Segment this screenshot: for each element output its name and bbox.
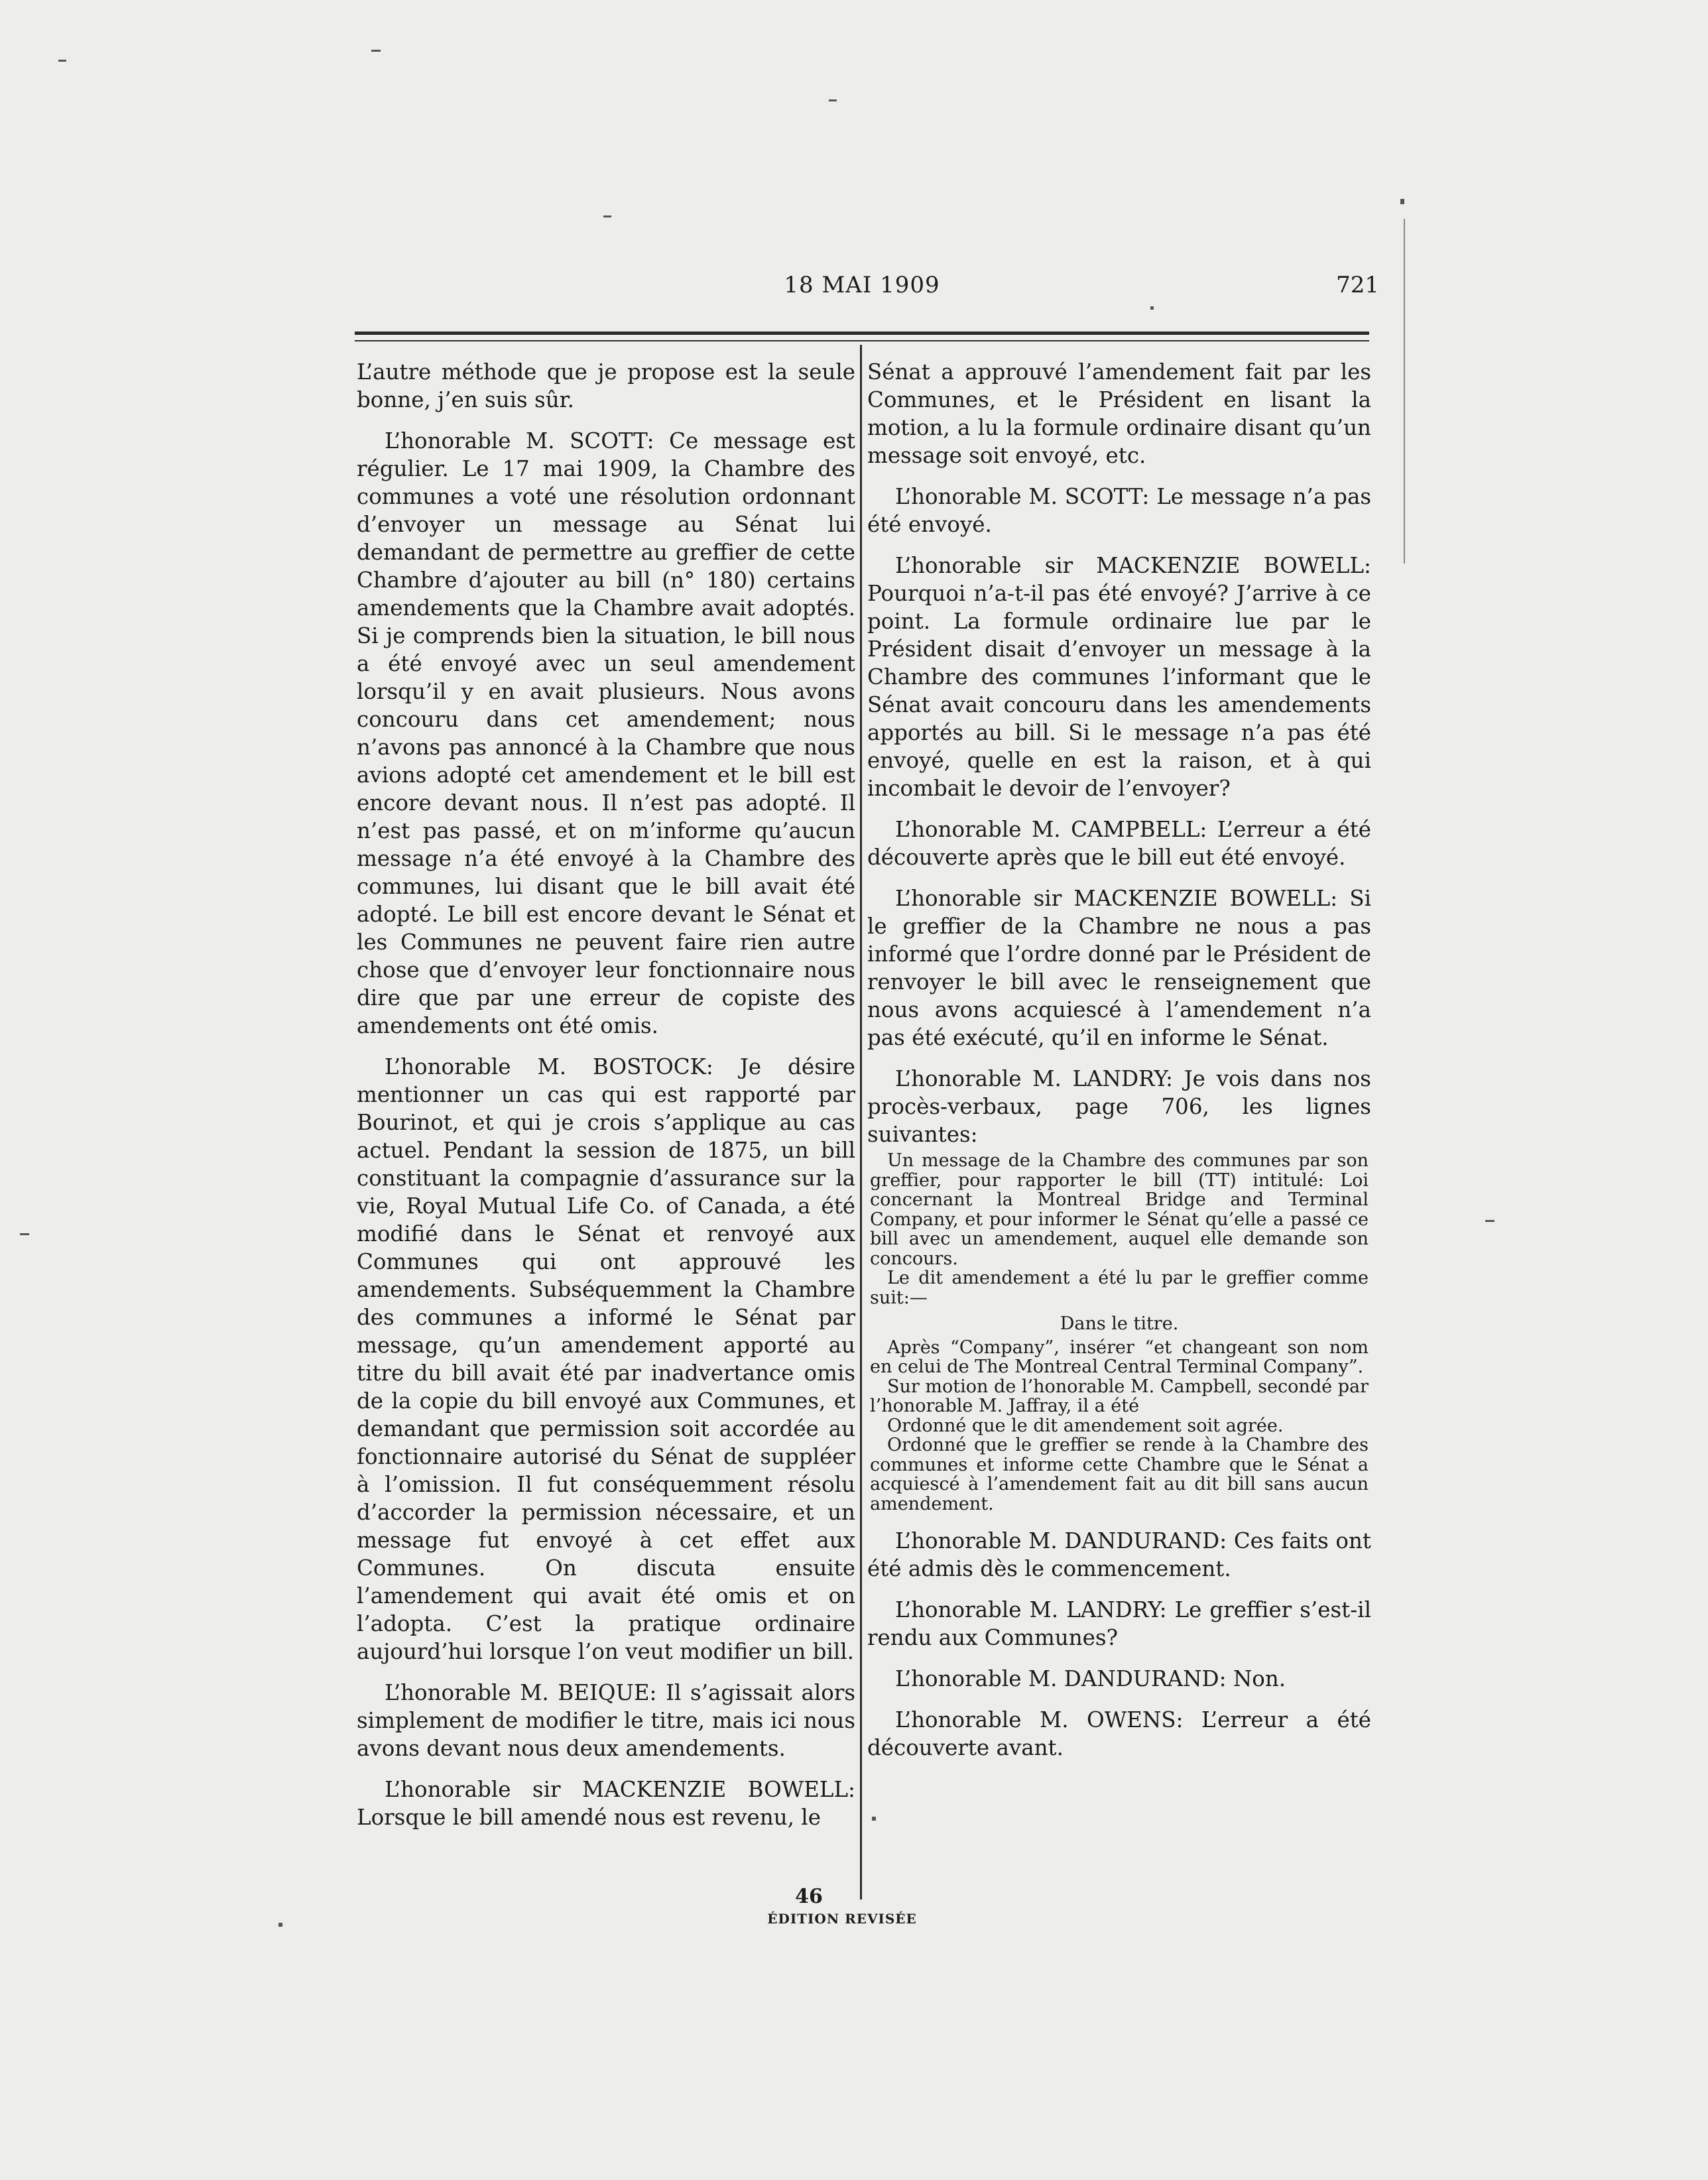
header-rule-thin [355, 340, 1369, 341]
paragraph-landry-2: L’honorable M. LANDRY: Le greffier s’est-il rendu aux Communes? [867, 1597, 1371, 1650]
signature-number: 46 [795, 1885, 823, 1908]
paragraph-campbell: L’honorable M. CAMPBELL: L’erreur a été découverte après que le bill eut été envoyé. [867, 817, 1371, 870]
quote-heading: Dans le titre. [1060, 1313, 1179, 1334]
quote-line: Le dit amendement a été lu par le greffier comme suit:— [870, 1268, 1369, 1308]
paragraph-bowell-1: L’honorable sir MACKENZIE BOWELL: Lorsque le bill amendé nous est revenu, le [357, 1777, 855, 1830]
scan-speck [1404, 219, 1405, 564]
page-header-date: 18 MAI 1909 [784, 272, 940, 298]
quoted-minutes [867, 1151, 1371, 1514]
edition-label: ÉDITION REVISÉE [767, 1911, 917, 1927]
scan-speck [278, 1923, 282, 1927]
scan-speck [1485, 1220, 1494, 1222]
left-column [357, 358, 855, 1845]
paragraph-bostock: L’honorable M. BOSTOCK: Je désire mentionner un cas qui est rapporté par Bourinot, et qui je crois s’applique au cas actuel. Pendant la session de 1875, un bill constituant la compagnie d’assurance sur la vie, Royal Mutual Life Co. of Canada, a été modifié dans le Sénat et renvoyé aux Communes qui ont approuvé les amendements. Subséquemment la Chambre des communes a informé le Sénat par message, qu’un amendement apporté au titre du bill avait été par inadvertance omis de la copie du bill envoyé aux Communes, et demandant que permission soit accordée au fonctionnaire autorisé du Sénat de suppléer à l’omission. Il fut conséquemment résolu d’accorder la permission nécessaire, et un message fut envoyé à cet effet aux Communes. On discuta ensuite l’amendement qui avait été omis et on l’adopta. C’est la pratique ordinaire aujourd’hui lorsque l’on veut modifier un bill. [357, 1054, 855, 1664]
scan-speck [603, 215, 611, 217]
paragraph-scott-1: L’honorable M. SCOTT: Ce message est régulier. Le 17 mai 1909, la Chambre des communes a voté une résolution ordonnant d’envoyer un message au Sénat lui demandant de permettre au greffier de cette Chambre d’ajouter au bill (n° 180) certains amendements que la Chambre avait adoptés. Si je comprends bien la situation, le bill nous a été envoyé avec un seul amendement lorsqu’il y en avait plusieurs. Nous avons concouru dans cet amendement; nous n’avons pas annoncé à la Chambre que nous avions adopté cet amendement et le bill est encore devant nous. Il n’est pas adopté. Il n’est pas passé, et on m’informe qu’aucun message n’a été envoyé à la Chambre des communes, lui disant que le bill avait été adopté. Le bill est encore devant le Sénat et les Communes ne peuvent faire rien autre chose que d’envoyer leur fonctionnaire nous dire que par une erreur de copiste des amendements ont été omis. [357, 428, 855, 1038]
quote-line: Sur motion de l’honorable M. Campbell, secondé par l’honorable M. Jaffray, il a été [870, 1376, 1369, 1416]
paragraph-bowell-2: L’honorable sir MACKENZIE BOWELL: Pourquoi n’a-t-il pas été envoyé? J’arrive à ce point. La formule ordinaire lue par le Président disait d’envoyer un message à la Chambre des communes l’informant que le Sénat avait concouru dans les amendements apportés au bill. Si le message n’a pas été envoyé, quelle en est la raison, et à qui incombait le devoir de l’envoyer? [867, 553, 1371, 801]
quote-line: Ordonné que le dit amendement soit agrée. [887, 1415, 1284, 1436]
paragraph-owens: L’honorable M. OWENS: L’erreur a été découverte avant. [867, 1707, 1371, 1760]
paragraph-continuation: L’autre méthode que je propose est la seule bonne, j’en suis sûr. [357, 359, 855, 412]
quote-line: Un message de la Chambre des communes par son greffier, pour rapporter le bill (TT) intitulé: Loi concernant la Montreal Bridge and Terminal Company, et pour informer le Sénat qu’elle a passé ce bill avec un amendement, auquel elle demande son concours. [870, 1150, 1369, 1269]
paragraph-scott-2: L’honorable M. SCOTT: Le message n’a pas été envoyé. [867, 484, 1371, 537]
quote-line: Après “Company”, insérer “et changeant son nom en celui de The Montreal Central Terminal Company”. [870, 1337, 1369, 1377]
paragraph-beique: L’honorable M. BEIQUE: Il s’agissait alors simplement de modifier le titre, mais ici nous avons devant nous deux amendements. [357, 1680, 855, 1761]
scan-speck [872, 1817, 876, 1821]
quote-line: Ordonné que le greffier se rende à la Chambre des communes et informe cette Chambre que le Sénat a acquiescé à l’amendement fait au dit bill sans aucun amendement. [870, 1435, 1369, 1514]
column-divider [860, 345, 862, 1900]
scan-speck [20, 1233, 29, 1235]
scan-speck [829, 99, 837, 101]
scan-speck [1150, 306, 1154, 310]
scan-speck [371, 50, 381, 52]
paragraph-bowell-3: L’honorable sir MACKENZIE BOWELL: Si le greffier de la Chambre ne nous a pas informé que l’ordre donné par le Président de renvoyer le bill avec le renseignement que nous avons acquiescé à l’amendement n’a pas été exécuté, qu’il en informe le Sénat. [867, 886, 1371, 1050]
header-rule-thick [355, 332, 1369, 335]
paragraph-landry-1: L’honorable M. LANDRY: Je vois dans nos procès-verbaux, page 706, les lignes suivantes: [867, 1066, 1371, 1147]
right-column [867, 358, 1371, 1775]
scan-speck [1400, 199, 1404, 204]
scan-speck [58, 60, 66, 62]
page-number: 721 [1336, 272, 1379, 298]
paragraph-dandurand-2: L’honorable M. DANDURAND: Non. [895, 1666, 1286, 1691]
paragraph-dandurand-1: L’honorable M. DANDURAND: Ces faits ont été admis dès le commencement. [867, 1528, 1371, 1581]
paragraph-continuation-right: Sénat a approuvé l’amendement fait par les Communes, et le Président en lisant la motion, a lu la formule ordinaire disant qu’un message soit envoyé, etc. [867, 359, 1371, 468]
